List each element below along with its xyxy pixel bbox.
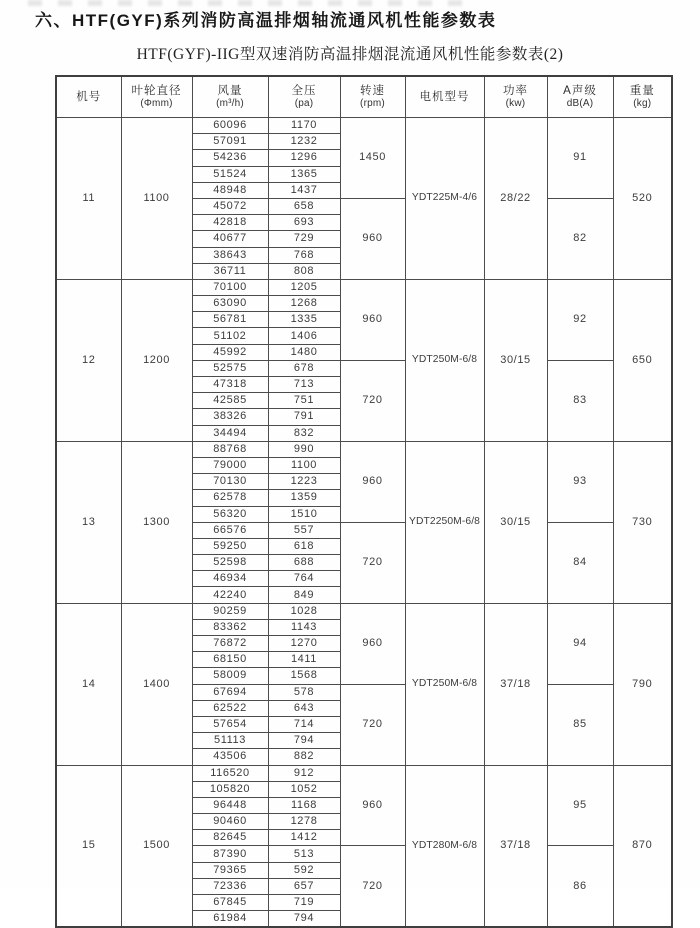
column-header bbox=[340, 76, 405, 118]
cell-weight: 870 bbox=[613, 765, 672, 927]
cell-noise-low: 85 bbox=[547, 684, 613, 765]
model-group bbox=[56, 118, 672, 280]
cell-noise-low: 82 bbox=[547, 198, 613, 279]
cell-pressure: 1052 bbox=[268, 781, 340, 797]
model-group bbox=[56, 603, 672, 765]
cell-pressure: 513 bbox=[268, 846, 340, 862]
column-header bbox=[484, 76, 547, 118]
cell-flow: 70130 bbox=[192, 474, 268, 490]
cell-speed-low: 720 bbox=[340, 846, 405, 927]
cell-flow: 48948 bbox=[192, 182, 268, 198]
table-subtitle: HTF(GYF)-IIG型双速消防高温排烟混流通风机性能参数表(2) bbox=[136, 46, 564, 63]
cell-pressure: 618 bbox=[268, 538, 340, 554]
cell-pressure: 764 bbox=[268, 571, 340, 587]
cell-noise-low: 86 bbox=[547, 846, 613, 927]
cell-speed-low: 720 bbox=[340, 360, 405, 441]
column-header bbox=[405, 76, 484, 118]
cell-pressure: 713 bbox=[268, 377, 340, 393]
column-header-label: 重量 bbox=[629, 84, 655, 97]
cell-flow: 45072 bbox=[192, 198, 268, 214]
column-header-label: 叶轮直径 bbox=[131, 84, 182, 97]
table-row bbox=[56, 279, 672, 295]
cell-pressure: 1359 bbox=[268, 490, 340, 506]
cell-flow: 68150 bbox=[192, 652, 268, 668]
cell-weight: 790 bbox=[613, 603, 672, 765]
cell-flow: 105820 bbox=[192, 781, 268, 797]
cell-pressure: 1143 bbox=[268, 619, 340, 635]
cell-flow: 62522 bbox=[192, 700, 268, 716]
column-header-unit: (rpm) bbox=[360, 97, 385, 109]
column-header-label: 功率 bbox=[503, 84, 528, 97]
cell-flow: 38643 bbox=[192, 247, 268, 263]
cell-flow: 61984 bbox=[192, 911, 268, 928]
cell-weight: 730 bbox=[613, 441, 672, 603]
cell-speed-high: 960 bbox=[340, 279, 405, 360]
cell-flow: 79000 bbox=[192, 457, 268, 473]
cell-pressure: 1510 bbox=[268, 506, 340, 522]
column-header-unit: (pa) bbox=[294, 97, 314, 109]
cell-pressure: 714 bbox=[268, 716, 340, 732]
column-header-unit: (kw) bbox=[505, 97, 526, 109]
column-header bbox=[56, 76, 121, 118]
cell-flow: 62578 bbox=[192, 490, 268, 506]
cell-flow: 40677 bbox=[192, 231, 268, 247]
cell-pressure: 1568 bbox=[268, 668, 340, 684]
cell-pressure: 1028 bbox=[268, 603, 340, 619]
cell-noise-high: 95 bbox=[547, 765, 613, 846]
cell-weight: 650 bbox=[613, 279, 672, 441]
cell-pressure: 1412 bbox=[268, 830, 340, 846]
cell-flow: 56781 bbox=[192, 312, 268, 328]
cell-motor-model: YDT2250M-6/8 bbox=[405, 441, 484, 603]
cell-flow: 96448 bbox=[192, 797, 268, 813]
cell-flow: 63090 bbox=[192, 296, 268, 312]
cell-noise-low: 83 bbox=[547, 360, 613, 441]
cell-pressure: 688 bbox=[268, 555, 340, 571]
cell-speed-high: 960 bbox=[340, 441, 405, 522]
cell-pressure: 1406 bbox=[268, 328, 340, 344]
cell-pressure: 1437 bbox=[268, 182, 340, 198]
cell-power: 28/22 bbox=[484, 118, 547, 280]
header-row bbox=[56, 76, 672, 118]
cell-noise-high: 94 bbox=[547, 603, 613, 684]
cell-flow: 42818 bbox=[192, 215, 268, 231]
cell-flow: 66576 bbox=[192, 522, 268, 538]
table-row bbox=[56, 765, 672, 781]
cell-weight: 520 bbox=[613, 118, 672, 280]
cell-motor-model: YDT250M-6/8 bbox=[405, 279, 484, 441]
cell-flow: 57654 bbox=[192, 716, 268, 732]
column-header bbox=[192, 76, 268, 118]
cell-power: 37/18 bbox=[484, 765, 547, 927]
cell-flow: 72336 bbox=[192, 878, 268, 894]
page-title: 六、HTF(GYF)系列消防高温排烟轴流通风机性能参数表 bbox=[35, 11, 497, 30]
cell-diameter: 1500 bbox=[121, 765, 192, 927]
cell-pressure: 1278 bbox=[268, 814, 340, 830]
cell-motor-model: YDT225M-4/6 bbox=[405, 118, 484, 280]
column-header-unit: (kg) bbox=[633, 97, 652, 109]
cell-pressure: 768 bbox=[268, 247, 340, 263]
cell-speed-low: 720 bbox=[340, 684, 405, 765]
column-header bbox=[121, 76, 192, 118]
cell-pressure: 719 bbox=[268, 895, 340, 911]
cell-pressure: 832 bbox=[268, 425, 340, 441]
column-header-label: 全压 bbox=[291, 84, 317, 97]
cell-pressure: 578 bbox=[268, 684, 340, 700]
cell-motor-model: YDT250M-6/8 bbox=[405, 603, 484, 765]
column-header-label: 机号 bbox=[76, 90, 102, 103]
cell-flow: 43506 bbox=[192, 749, 268, 765]
fan-performance-table bbox=[55, 75, 673, 928]
cell-pressure: 849 bbox=[268, 587, 340, 603]
column-header-label: A声级 bbox=[563, 84, 597, 97]
cell-flow: 60096 bbox=[192, 118, 268, 134]
cell-pressure: 557 bbox=[268, 522, 340, 538]
cell-flow: 67845 bbox=[192, 895, 268, 911]
cell-flow: 57091 bbox=[192, 134, 268, 150]
column-header bbox=[613, 76, 672, 118]
cell-pressure: 791 bbox=[268, 409, 340, 425]
cell-model-no: 15 bbox=[56, 765, 121, 927]
cell-pressure: 657 bbox=[268, 878, 340, 894]
cell-pressure: 1223 bbox=[268, 474, 340, 490]
cell-flow: 51102 bbox=[192, 328, 268, 344]
table-header bbox=[56, 76, 672, 118]
cell-pressure: 794 bbox=[268, 733, 340, 749]
cell-model-no: 14 bbox=[56, 603, 121, 765]
cell-flow: 90460 bbox=[192, 814, 268, 830]
cell-pressure: 794 bbox=[268, 911, 340, 928]
cell-flow: 116520 bbox=[192, 765, 268, 781]
cell-flow: 38326 bbox=[192, 409, 268, 425]
cell-flow: 45992 bbox=[192, 344, 268, 360]
cell-flow: 82645 bbox=[192, 830, 268, 846]
cell-model-no: 11 bbox=[56, 118, 121, 280]
cell-flow: 67694 bbox=[192, 684, 268, 700]
cell-speed-high: 960 bbox=[340, 765, 405, 846]
table-row bbox=[56, 441, 672, 457]
cell-motor-model: YDT280M-6/8 bbox=[405, 765, 484, 927]
cell-pressure: 678 bbox=[268, 360, 340, 376]
cell-pressure: 1335 bbox=[268, 312, 340, 328]
column-header bbox=[547, 76, 613, 118]
model-group bbox=[56, 279, 672, 441]
cell-pressure: 808 bbox=[268, 263, 340, 279]
cell-flow: 34494 bbox=[192, 425, 268, 441]
column-header-unit: (Φmm) bbox=[140, 97, 173, 109]
cell-model-no: 13 bbox=[56, 441, 121, 603]
cell-flow: 76872 bbox=[192, 636, 268, 652]
cell-noise-high: 93 bbox=[547, 441, 613, 522]
cell-diameter: 1400 bbox=[121, 603, 192, 765]
cell-pressure: 1480 bbox=[268, 344, 340, 360]
model-group bbox=[56, 441, 672, 603]
cell-diameter: 1100 bbox=[121, 118, 192, 280]
cell-pressure: 882 bbox=[268, 749, 340, 765]
cell-pressure: 1268 bbox=[268, 296, 340, 312]
cell-flow: 88768 bbox=[192, 441, 268, 457]
cell-model-no: 12 bbox=[56, 279, 121, 441]
cell-flow: 90259 bbox=[192, 603, 268, 619]
cell-power: 30/15 bbox=[484, 279, 547, 441]
column-header-label: 电机型号 bbox=[419, 90, 470, 103]
cell-pressure: 729 bbox=[268, 231, 340, 247]
cell-flow: 46934 bbox=[192, 571, 268, 587]
cell-pressure: 693 bbox=[268, 215, 340, 231]
model-group bbox=[56, 765, 672, 927]
cell-pressure: 1411 bbox=[268, 652, 340, 668]
cell-pressure: 1170 bbox=[268, 118, 340, 134]
cell-flow: 79365 bbox=[192, 862, 268, 878]
column-header-label: 风量 bbox=[217, 84, 243, 97]
cell-flow: 70100 bbox=[192, 279, 268, 295]
cell-speed-low: 720 bbox=[340, 522, 405, 603]
cell-flow: 42585 bbox=[192, 393, 268, 409]
cell-flow: 51113 bbox=[192, 733, 268, 749]
cell-pressure: 1296 bbox=[268, 150, 340, 166]
cell-flow: 42240 bbox=[192, 587, 268, 603]
cell-flow: 54236 bbox=[192, 150, 268, 166]
cell-speed-high: 960 bbox=[340, 603, 405, 684]
cell-pressure: 1100 bbox=[268, 457, 340, 473]
cell-diameter: 1200 bbox=[121, 279, 192, 441]
cell-speed-high: 1450 bbox=[340, 118, 405, 199]
cell-flow: 56320 bbox=[192, 506, 268, 522]
cell-pressure: 990 bbox=[268, 441, 340, 457]
cell-pressure: 1365 bbox=[268, 166, 340, 182]
table-row bbox=[56, 118, 672, 134]
cell-pressure: 643 bbox=[268, 700, 340, 716]
cell-pressure: 592 bbox=[268, 862, 340, 878]
cell-flow: 83362 bbox=[192, 619, 268, 635]
cell-noise-low: 84 bbox=[547, 522, 613, 603]
cell-flow: 59250 bbox=[192, 538, 268, 554]
cell-flow: 47318 bbox=[192, 377, 268, 393]
cell-flow: 36711 bbox=[192, 263, 268, 279]
cell-pressure: 658 bbox=[268, 198, 340, 214]
cell-noise-high: 91 bbox=[547, 118, 613, 199]
cell-flow: 87390 bbox=[192, 846, 268, 862]
cell-power: 37/18 bbox=[484, 603, 547, 765]
table-row bbox=[56, 603, 672, 619]
cell-pressure: 1270 bbox=[268, 636, 340, 652]
cell-pressure: 1232 bbox=[268, 134, 340, 150]
cell-diameter: 1300 bbox=[121, 441, 192, 603]
cell-pressure: 912 bbox=[268, 765, 340, 781]
cell-flow: 52575 bbox=[192, 360, 268, 376]
cell-flow: 51524 bbox=[192, 166, 268, 182]
cell-power: 30/15 bbox=[484, 441, 547, 603]
column-header-label: 转速 bbox=[360, 84, 385, 97]
cell-speed-low: 960 bbox=[340, 198, 405, 279]
column-header-unit: (m³/h) bbox=[216, 97, 244, 109]
column-header bbox=[268, 76, 340, 118]
cell-noise-high: 92 bbox=[547, 279, 613, 360]
column-header-unit: dB(A) bbox=[566, 97, 594, 109]
cell-pressure: 751 bbox=[268, 393, 340, 409]
cell-flow: 52598 bbox=[192, 555, 268, 571]
cell-pressure: 1168 bbox=[268, 797, 340, 813]
cell-pressure: 1205 bbox=[268, 279, 340, 295]
cell-flow: 58009 bbox=[192, 668, 268, 684]
